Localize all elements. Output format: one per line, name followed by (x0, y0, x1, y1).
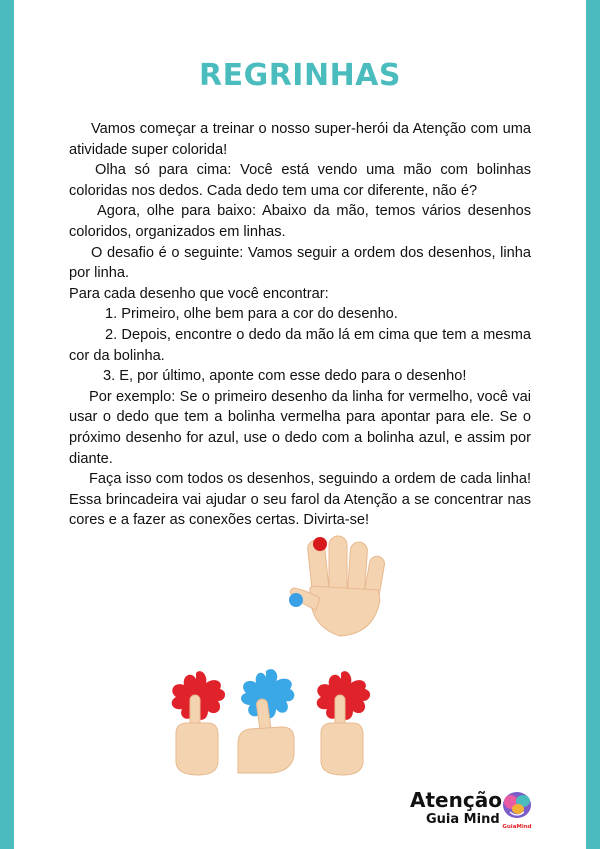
brand-title: Atenção (410, 788, 502, 812)
blue-splat-thumb (232, 665, 300, 777)
step-1: 1. Primeiro, olhe bem para a cor do desenho. (105, 306, 398, 323)
page-title: REGRINHAS (198, 58, 402, 93)
red-splat-pointing (162, 665, 230, 777)
right-border (586, 0, 600, 849)
hand-illustration (282, 530, 392, 642)
blue-dot-icon (289, 593, 303, 607)
step-2: 2. Depois, encontre o dedo da mão lá em cima que tem a mesma cor da bolinha. (69, 326, 531, 364)
paragraph-challenge: O desafio é o seguinte: Vamos seguir a ordem dos desenhos, linha por linha. (69, 244, 531, 282)
paragraph-steps-intro: Para cada desenho que você encontrar: (69, 285, 329, 302)
brand-logo-text: GuiaMind (502, 824, 532, 830)
left-border (0, 0, 14, 849)
paragraph-look-down: Agora, olhe para baixo: Abaixo da mão, temos vários desenhos coloridos, organizados em linhas. (69, 203, 531, 240)
red-splat-pointing-2 (307, 665, 375, 777)
paragraph-intro: Vamos começar a treinar o nosso super-herói da Atenção com uma atividade super colorida! (69, 121, 531, 158)
red-dot-icon (313, 537, 327, 551)
brain-logo-icon (500, 788, 534, 830)
step-3: 3. E, por último, aponte com esse dedo para o desenho! (103, 368, 467, 385)
paragraph-closing: Faça isso com todos os desenhos, seguindo a ordem de cada linha! Essa brincadeira vai ajudar o seu farol da Atenção a se concentrar nas cores e a fazer as conexões certas. Divirta-se! (69, 471, 531, 529)
instructions-text (69, 119, 531, 531)
brand-subtitle: Guia Mind (426, 812, 500, 827)
paragraph-example: Por exemplo: Se o primeiro desenho da linha for vermelho, você vai usar o dedo que tem a bolinha vermelha para apontar para ele. Se o próximo desenho for azul, use o dedo com a bolinha azul, e assim por diante. (69, 388, 531, 467)
paragraph-look-up: Olha só para cima: Você está vendo uma mão com bolinhas coloridas nos dedos. Cada dedo tem uma cor diferente, não é? (69, 162, 531, 199)
